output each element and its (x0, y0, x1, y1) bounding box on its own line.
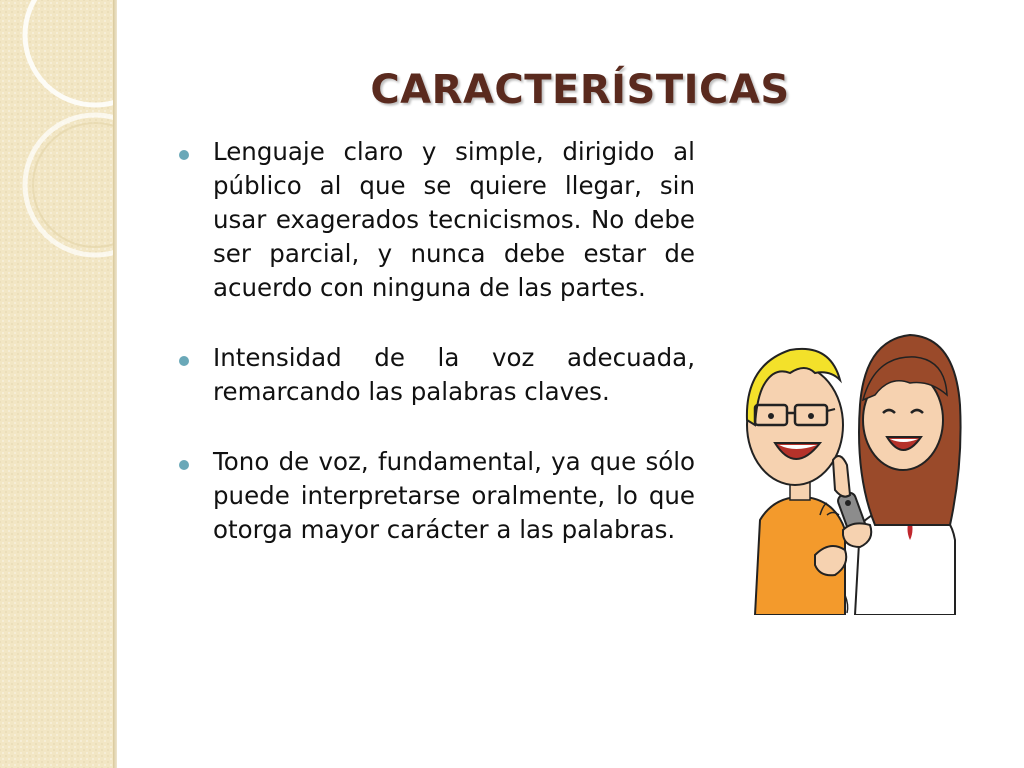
bullet-list (175, 135, 695, 583)
bullet-item (175, 135, 695, 305)
bullet-icon (179, 460, 189, 470)
bullet-text: Tono de voz, fundamental, ya que sólo puede interpretarse oralmente, lo que otorga mayor carácter a las palabras. (213, 447, 695, 544)
bullet-item (175, 445, 695, 547)
sidebar-edge (113, 0, 117, 768)
decorative-sidebar (0, 0, 113, 768)
bullet-item (175, 341, 695, 409)
two-people-talking-icon (735, 325, 965, 615)
sidebar-circles-decoration (0, 0, 113, 768)
bullet-text: Lenguaje claro y simple, dirigido al público al que se quiere llegar, sin usar exagerados tecnicismos. No debe ser parcial, y nunca debe estar de acuerdo con ninguna de las partes. (213, 137, 695, 302)
bullet-icon (179, 356, 189, 366)
slide-title: CARACTERÍSTICAS (370, 66, 790, 113)
bullet-icon (179, 150, 189, 160)
bullet-text: Intensidad de la voz adecuada, remarcando las palabras claves. (213, 343, 695, 406)
